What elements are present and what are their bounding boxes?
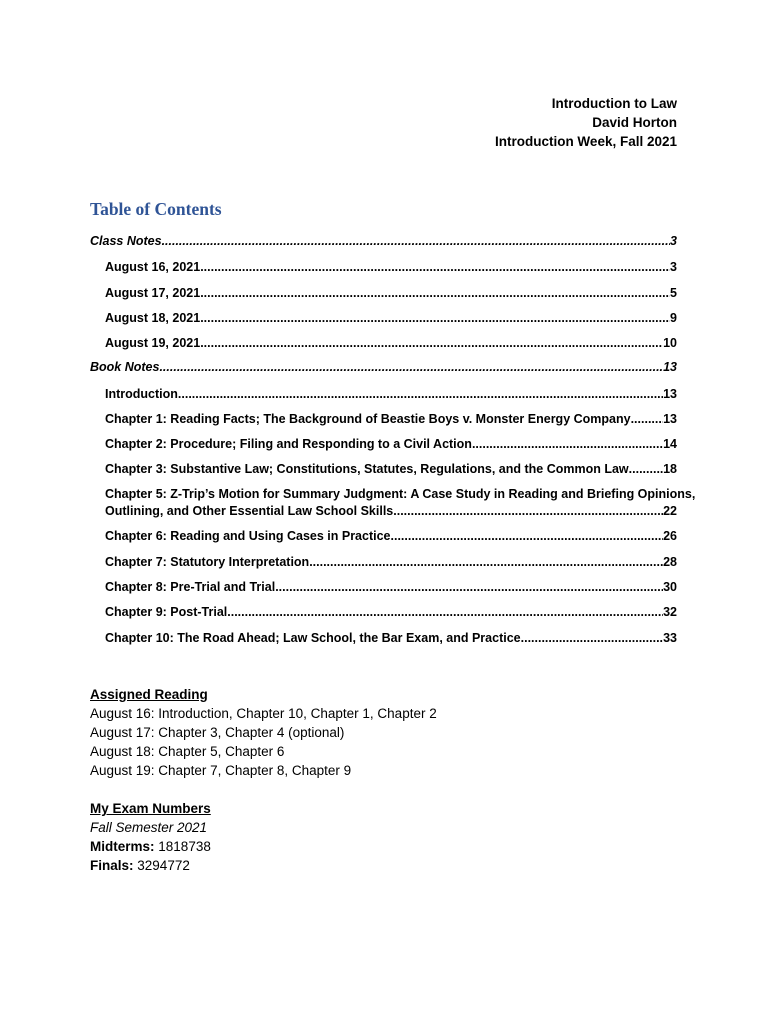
exam-numbers-heading: My Exam Numbers [90, 801, 211, 816]
toc-entry-chapter-7[interactable]: Chapter 7: Statutory Interpretation ..... 28 [105, 554, 677, 571]
midterms-value: 1818738 [158, 839, 211, 854]
toc-entry-introduction[interactable]: Introduction ..... 13 [105, 386, 677, 403]
toc-entry-august-16[interactable]: August 16, 2021 ..... 3 [105, 259, 677, 276]
assigned-reading-heading: Assigned Reading [90, 687, 208, 702]
assigned-reading-section [90, 685, 437, 780]
term-label: Introduction Week, Fall 2021 [494, 134, 677, 149]
finals-label: Finals: [90, 858, 134, 873]
exam-numbers-section [90, 799, 211, 875]
reading-item: August 16: Introduction, Chapter 10, Chapter 1, Chapter 2 [90, 706, 437, 721]
toc-entry-chapter-9[interactable]: Chapter 9: Post-Trial ..... 32 [105, 604, 677, 621]
finals-value: 3294772 [137, 858, 190, 873]
toc-title: Table of Contents [90, 199, 222, 219]
toc-entry-class-notes[interactable]: Class Notes ..... 3 [90, 233, 677, 250]
reading-item: August 19: Chapter 7, Chapter 8, Chapter 9 [90, 763, 352, 778]
reading-item: August 18: Chapter 5, Chapter 6 [90, 744, 285, 759]
toc-entry-august-18[interactable]: August 18, 2021 ..... 9 [105, 310, 677, 327]
toc-entry-chapter-6[interactable]: Chapter 6: Reading and Using Cases in Practice ..... 26 [105, 528, 677, 545]
course-title: Introduction to Law [551, 96, 677, 111]
author-name: David Horton [592, 115, 677, 130]
midterms-label: Midterms: [90, 839, 155, 854]
midterms-row [90, 837, 211, 856]
toc-entry-chapter-1[interactable]: Chapter 1: Reading Facts; The Background of Beastie Boys v. Monster Energy Company ..... 13 [105, 411, 677, 428]
document-header [495, 94, 677, 151]
toc-entry-august-19[interactable]: August 19, 2021 ..... 10 [105, 335, 677, 352]
toc-entry-book-notes[interactable]: Book Notes ..... 13 [90, 359, 677, 376]
toc-entry-chapter-8[interactable]: Chapter 8: Pre-Trial and Trial ..... 30 [105, 579, 677, 596]
toc-entry-chapter-10[interactable]: Chapter 10: The Road Ahead; Law School, the Bar Exam, and Practice ..... 33 [105, 630, 677, 647]
toc-entry-chapter-5[interactable]: Chapter 5: Z-Trip’s Motion for Summary Judgment: A Case Study in Reading and Briefing Opinions, Outlining, and Other Essential Law School Skills ..... 22 [105, 486, 677, 520]
semester-label: Fall Semester 2021 [90, 820, 208, 835]
toc-entry-august-17[interactable]: August 17, 2021 ..... 5 [105, 285, 677, 302]
reading-item: August 17: Chapter 3, Chapter 4 (optional) [90, 725, 345, 740]
toc-entry-chapter-2[interactable]: Chapter 2: Procedure; Filing and Responding to a Civil Action ..... 14 [105, 436, 677, 453]
finals-row [90, 856, 211, 875]
toc-entry-chapter-3[interactable]: Chapter 3: Substantive Law; Constitutions, Statutes, Regulations, and the Common Law ..... 18 [105, 461, 677, 478]
